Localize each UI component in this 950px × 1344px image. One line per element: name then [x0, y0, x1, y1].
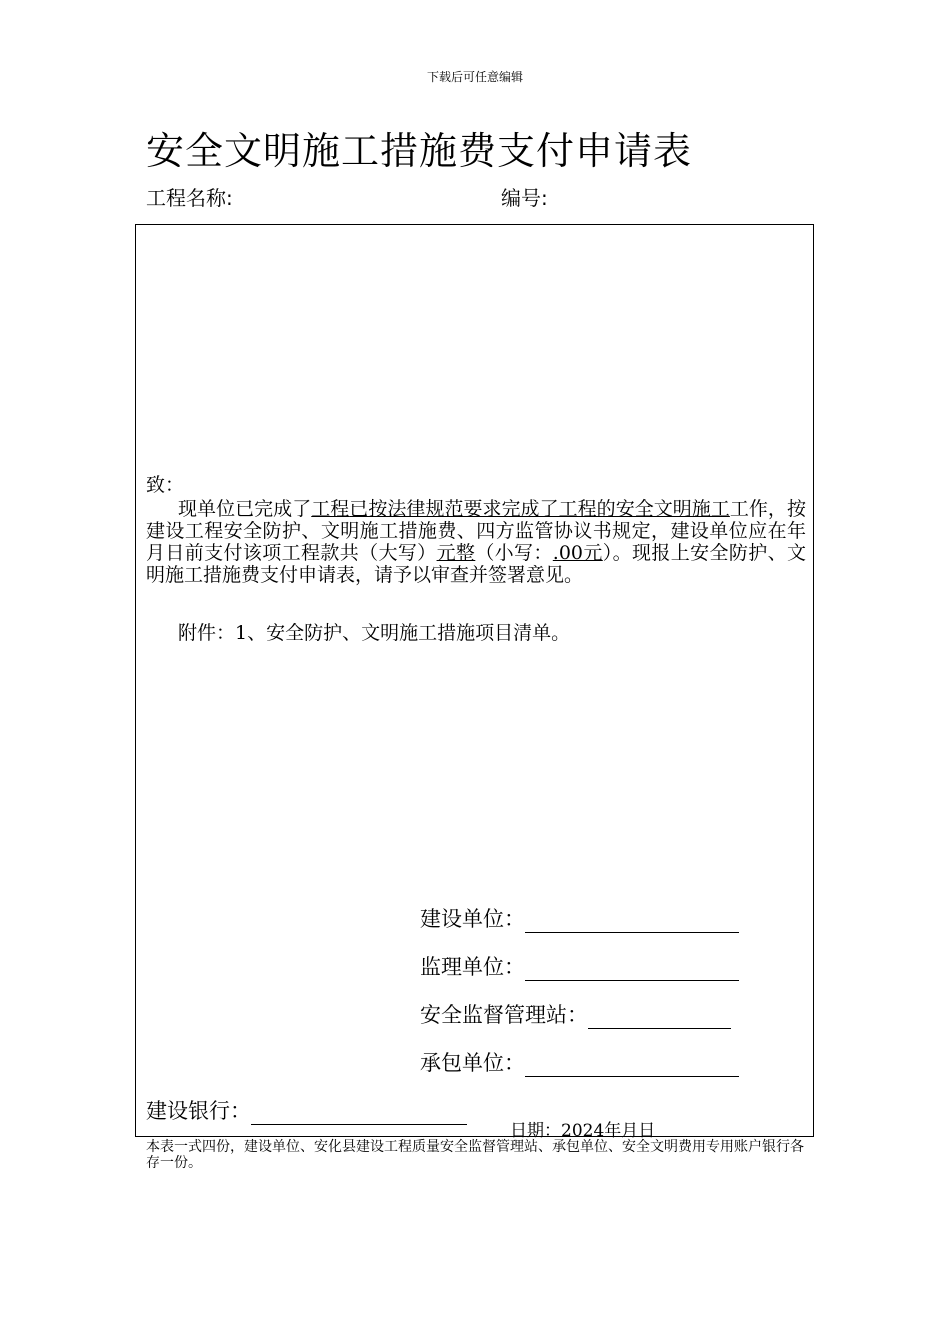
bank-line: [251, 1104, 467, 1125]
completion-statement: 已按法律规范要求完成了工程的安全文明施工: [349, 498, 730, 520]
construction-unit-line: [525, 912, 739, 933]
application-paragraph: [146, 498, 806, 586]
salutation: 致：: [146, 474, 185, 496]
para-small-open: （小写：: [475, 542, 553, 564]
safety-station-line: [588, 1008, 731, 1029]
download-note: 下载后可任意编辑: [426, 70, 523, 84]
form-title: 安全文明施工措施费支付申请表: [146, 129, 693, 173]
bank-signature: [146, 1095, 467, 1125]
para-middle: 工作，按建设工程安全防护、文明施工措施费、四方监管协议书规定，建设单位应在年月日前支付该项工程款共（大写）: [146, 498, 806, 564]
construction-unit-signature: [420, 903, 739, 933]
project-name-label: 工程名称:: [146, 186, 233, 210]
supervision-unit-line: [525, 960, 739, 981]
safety-station-signature: [420, 999, 731, 1029]
para-end: ）。现报上安全防护、文明施工措施费支付申请表，请予以审查并签署意见。: [146, 542, 806, 586]
construction-unit-label: 建设单位：: [420, 907, 525, 931]
bank-label: 建设银行：: [146, 1099, 251, 1123]
amount-chinese: 元整: [436, 542, 476, 564]
para-start: 现单位已完成了: [178, 498, 312, 520]
code-label: 编号:: [501, 186, 548, 210]
contractor-label: 承包单位：: [420, 1051, 525, 1075]
footnote: 本表一式四份，建设单位、安化县建设工程质量安全监督管理站、承包单位、安全文明费用专用账户银行各存一份。: [146, 1139, 804, 1171]
amount-number: .00元: [552, 542, 603, 564]
date-line: 日期：2024年月日: [510, 1121, 656, 1141]
contractor-line: [525, 1056, 739, 1077]
supervision-unit-signature: [420, 951, 739, 981]
contractor-signature: [420, 1047, 739, 1077]
project-field: 工程: [311, 498, 350, 520]
attachment-line: 附件：1、安全防护、文明施工措施项目清单。: [178, 622, 571, 644]
supervision-unit-label: 监理单位：: [420, 955, 525, 979]
safety-station-label: 安全监督管理站：: [420, 1003, 588, 1027]
